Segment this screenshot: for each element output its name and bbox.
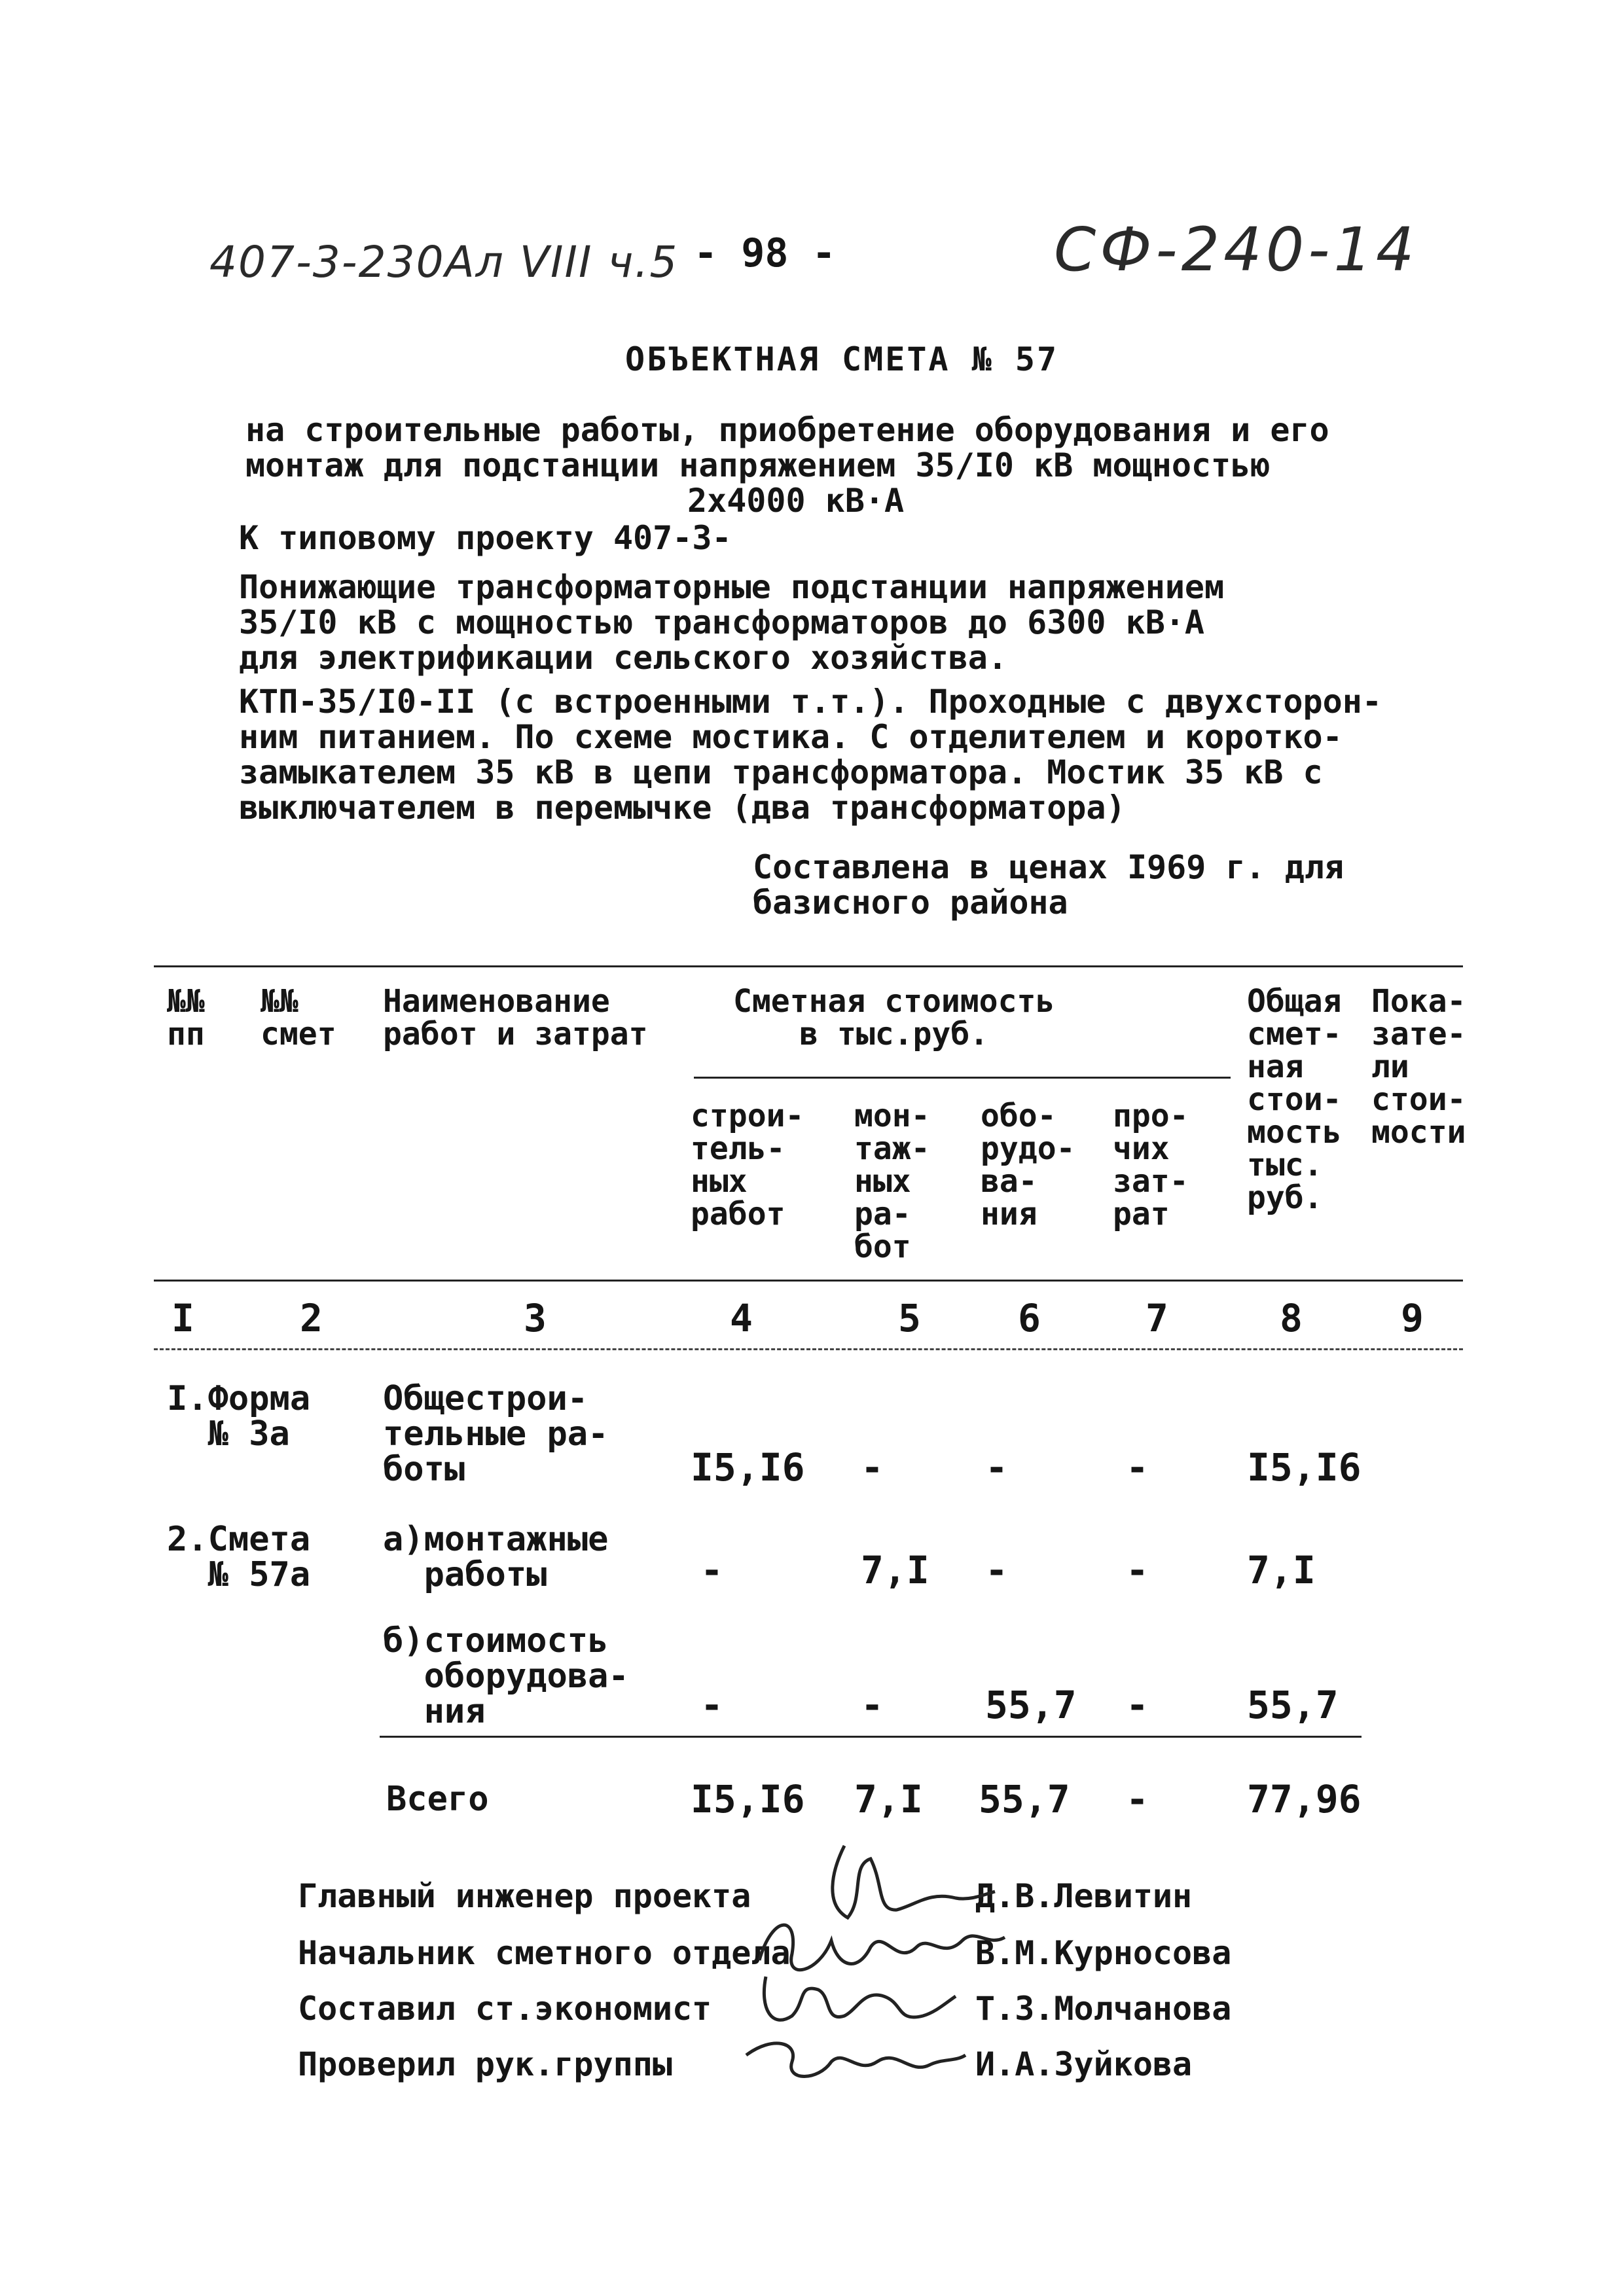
row-2-other: - bbox=[1126, 1548, 1149, 1592]
signature-name-2: В.М.Курносова bbox=[975, 1934, 1232, 1972]
header-col-6: обо- рудо- ва- ния bbox=[981, 1098, 1075, 1232]
row-2-name: а)монтажные работы bbox=[383, 1520, 609, 1594]
row-2-ref: 2.Смета № 57а bbox=[167, 1520, 311, 1594]
table-top-rule bbox=[154, 965, 1463, 967]
subtotal-rule bbox=[380, 1736, 1362, 1738]
col-numbers-rule bbox=[154, 1348, 1463, 1350]
row-2-equipment: - bbox=[985, 1548, 1008, 1592]
col-number-3: 3 bbox=[524, 1296, 547, 1340]
total-equipment: 55,7 bbox=[979, 1777, 1070, 1821]
ktp-line-3: замыкателем 35 кВ в цепи трансформатора. Мостик 35 кВ с bbox=[239, 753, 1323, 791]
col-number-8: 8 bbox=[1280, 1296, 1303, 1340]
header-col-3: Наименование работ и затрат bbox=[383, 983, 648, 1052]
group-header-rule bbox=[694, 1077, 1231, 1079]
header-col-1: №№ пп bbox=[167, 983, 205, 1052]
ktp-line-4: выключателем в перемычке (два трансформатора) bbox=[239, 789, 1126, 827]
row-2-total: 7,I bbox=[1247, 1548, 1316, 1592]
intro-line-3: 2х4000 кВ·А bbox=[687, 482, 905, 520]
col-number-7: 7 bbox=[1146, 1296, 1168, 1340]
col-number-5: 5 bbox=[898, 1296, 921, 1340]
row-1-installation: - bbox=[861, 1445, 884, 1490]
row-3-other: - bbox=[1126, 1683, 1149, 1727]
signature-name-1: Д.В.Левитин bbox=[975, 1877, 1193, 1915]
col-number-9: 9 bbox=[1401, 1296, 1424, 1340]
header-bottom-rule bbox=[154, 1280, 1463, 1282]
project-code: 407-3-230Ал VIII ч.5 bbox=[209, 237, 679, 287]
header-col-7: про- чих зат- рат bbox=[1113, 1098, 1189, 1232]
handwritten-signature-4 bbox=[733, 2016, 969, 2101]
total-other: - bbox=[1126, 1777, 1149, 1821]
signature-role-1: Главный инженер проекта bbox=[298, 1877, 751, 1915]
description-line-1: Понижающие трансформаторные подстанции напряжением bbox=[239, 568, 1225, 606]
signature-role-2: Начальник сметного отдела bbox=[298, 1934, 791, 1972]
total-installation: 7,I bbox=[854, 1777, 923, 1821]
row-1-total: I5,I6 bbox=[1247, 1445, 1362, 1490]
intro-line-2: монтаж для подстанции напряжением 35/I0 кВ мощностью bbox=[245, 446, 1271, 484]
header-col-4: строи- тель- ных работ bbox=[691, 1098, 804, 1232]
col-number-1: I bbox=[171, 1296, 194, 1340]
row-1-equipment: - bbox=[985, 1445, 1008, 1490]
prices-line-2: базисного района bbox=[753, 884, 1068, 922]
col-number-6: 6 bbox=[1018, 1296, 1041, 1340]
row-3-name: б)стоимость оборудова- ния bbox=[383, 1621, 629, 1731]
total-sum: 77,96 bbox=[1247, 1777, 1362, 1821]
row-3-equipment: 55,7 bbox=[985, 1683, 1077, 1727]
col-number-2: 2 bbox=[300, 1296, 323, 1340]
row-1-construction: I5,I6 bbox=[691, 1445, 805, 1490]
header-group: Сметная стоимость в тыс.руб. bbox=[733, 983, 1055, 1052]
total-construction: I5,I6 bbox=[691, 1777, 805, 1821]
description-line-3: для электрификации сельского хозяйства. bbox=[239, 639, 1007, 677]
intro-line-1: на строительные работы, приобретение оборудования и его bbox=[245, 411, 1329, 449]
description-line-2: 35/I0 кВ с мощностью трансформаторов до 6300 кВ·А bbox=[239, 603, 1205, 641]
col-number-4: 4 bbox=[730, 1296, 753, 1340]
sheet-code: СФ-240-14 bbox=[1054, 215, 1418, 285]
row-3-total: 55,7 bbox=[1247, 1683, 1339, 1727]
ktp-line-2: ним питанием. По схеме мостика. С отделителем и коротко- bbox=[239, 718, 1343, 756]
document-title: ОБЪЕКТНАЯ СМЕТА № 57 bbox=[625, 340, 1059, 378]
page-number: - 98 - bbox=[694, 230, 836, 276]
total-label: Всего bbox=[386, 1780, 489, 1819]
ktp-line-1: КТП-35/I0-II (с встроенными т.т.). Проходные с двухсторон- bbox=[239, 683, 1382, 721]
row-1-other: - bbox=[1126, 1445, 1149, 1490]
header-col-2: №№ смет bbox=[261, 983, 336, 1052]
row-2-construction: - bbox=[700, 1548, 723, 1592]
signature-name-3: Т.З.Молчанова bbox=[975, 1990, 1232, 2028]
header-col-8: Общая смет- ная стои- мость тыс. руб. bbox=[1247, 983, 1342, 1216]
signature-role-4: Проверил рук.группы bbox=[298, 2045, 672, 2083]
row-3-installation: - bbox=[861, 1683, 884, 1727]
row-1-name: Общестрои- тельные ра- боты bbox=[383, 1379, 609, 1489]
row-1-ref: I.Форма № 3а bbox=[167, 1379, 311, 1454]
header-col-9: Пока- зате- ли стои- мости bbox=[1371, 983, 1466, 1151]
signature-name-4: И.А.Зуйкова bbox=[975, 2045, 1193, 2083]
prices-line-1: Составлена в ценах I969 г. для bbox=[753, 848, 1344, 886]
row-2-installation: 7,I bbox=[861, 1548, 929, 1592]
signature-role-3: Составил ст.экономист bbox=[298, 1990, 712, 2028]
intro-line-4: К типовому проекту 407-3- bbox=[239, 519, 732, 557]
header-col-5: мон- таж- ных ра- бот bbox=[854, 1098, 930, 1265]
row-3-construction: - bbox=[700, 1683, 723, 1727]
